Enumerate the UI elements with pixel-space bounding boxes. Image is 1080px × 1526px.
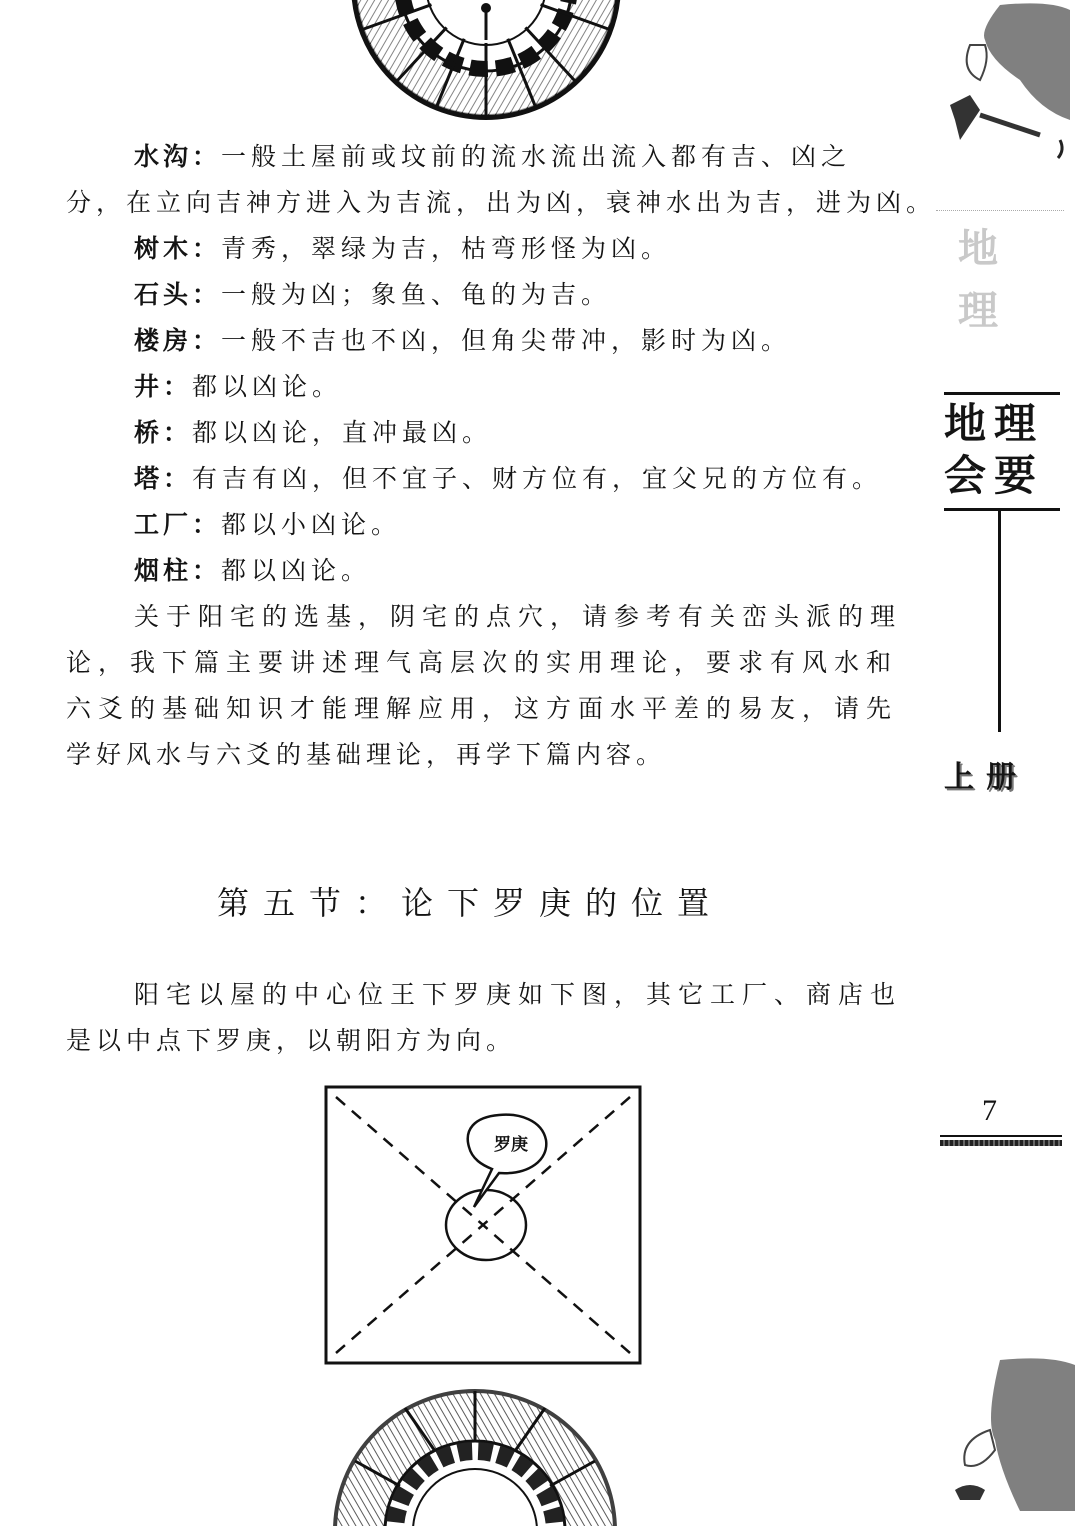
entry-water-ditch-cont: 分，在立向吉神方进入为吉流，出为凶，衰神水出为吉，进为凶。: [66, 188, 937, 217]
page-number-rule: [940, 1135, 1062, 1137]
section-intro: 阳宅以屋的中心位王下罗庚如下图，其它工厂、商店也 是以中点下罗庚，以朝阳方为向。: [66, 980, 903, 1055]
title-rule-bottom: [944, 508, 1060, 511]
dragon-illustration-bottom: [940, 1350, 1080, 1515]
entry-stones: 石头：一般为凶；象鱼、龟的为吉。: [134, 280, 612, 309]
entry-chimney: 烟柱：都以凶论。: [134, 556, 372, 585]
top-compass-ornament: [336, 0, 636, 120]
compass-placement-diagram: [324, 1085, 642, 1365]
closing-paragraph: 关于阳宅的选基，阴宅的点穴，请参考有关峦头派的理 论，我下篇主要讲述理气高层次的实用理论，要求有风水和 六爻的基础知识才能理解应用，这方面水平差的易友，请先 学好风水与六爻的基础理论，再学下篇内容。: [66, 602, 903, 769]
entry-trees: 树木：青秀，翠绿为吉，枯弯形怪为凶。: [134, 234, 672, 263]
book-title: 地理 会要: [944, 399, 1045, 500]
title-rule-top: [944, 392, 1060, 395]
page-number: 7: [982, 1094, 997, 1127]
page-number-band: [940, 1140, 1062, 1146]
entry-buildings: 楼房：一般不吉也不凶，但角尖带冲，影时为凶。: [134, 326, 792, 355]
compass-bubble-label: 罗庚: [494, 1135, 528, 1155]
entry-well: 井：都以凶论。: [134, 372, 343, 401]
margin-dotted-rule: [936, 210, 1064, 212]
entry-tower: 塔：有吉有凶，但不宜子、财方位有，宜父兄的方位有。: [134, 464, 883, 493]
volume-label: 上册: [944, 760, 1028, 795]
entry-bridge: 桥：都以凶论，直冲最凶。: [134, 418, 493, 447]
dragon-illustration-top: [940, 0, 1080, 164]
feature-entries: [66, 134, 937, 778]
book-title-watermark: 地 理: [958, 225, 1006, 334]
section-heading: 第五节：论下罗庚的位置: [216, 884, 723, 922]
title-rule-vertical: [998, 510, 1001, 732]
bottom-compass-ornament: [330, 1386, 620, 1526]
entry-water-ditch: 水沟：一般土屋前或坟前的流水流出流入都有吉、凶之: [134, 142, 852, 171]
entry-factory: 工厂：都以小凶论。: [134, 510, 402, 539]
